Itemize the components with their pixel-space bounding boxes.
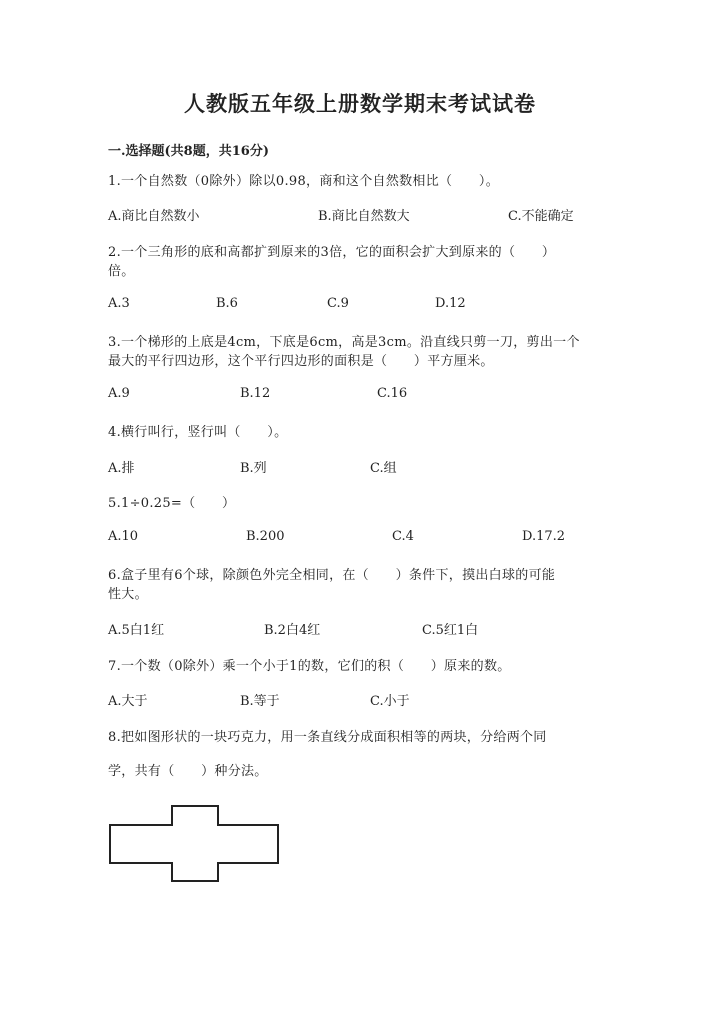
question-6-option-b: B.2白4红 (264, 623, 321, 638)
question-7-text: 7.一个数（0除外）乘一个小于1的数，它们的积（ ）原来的数。 (108, 659, 511, 674)
question-1-option-c: C.不能确定 (508, 209, 574, 224)
question-7-option-a: A.大于 (108, 694, 148, 709)
question-3-option-b: B.12 (240, 386, 271, 401)
question-3-text-line-2: 最大的平行四边形，这个平行四边形的面积是（ ）平方厘米。 (108, 354, 494, 369)
question-5-option-a: A.10 (108, 529, 139, 544)
question-2-text-line-1: 2.一个三角形的底和高都扩到原来的3倍，它的面积会扩大到原来的（ ） (108, 245, 556, 260)
question-1-option-b: B.商比自然数大 (318, 209, 410, 224)
question-7-option-c: C.小于 (370, 694, 410, 709)
question-8-text-line-1: 8.把如图形状的一块巧克力，用一条直线分成面积相等的两块，分给两个同 (108, 730, 547, 745)
question-8-text-line-2: 学，共有（ ）种分法。 (108, 764, 268, 779)
question-4-option-a: A.排 (108, 461, 135, 476)
question-2-option-b: B.6 (216, 296, 238, 311)
question-5-option-c: C.4 (392, 529, 414, 544)
question-1-option-a: A.商比自然数小 (108, 209, 200, 224)
question-6-option-c: C.5红1白 (422, 623, 479, 638)
question-4-text: 4.横行叫行，竖行叫（ ）。 (108, 425, 288, 440)
section-heading: 一.选择题(共8题，共16分) (108, 144, 269, 159)
question-2-option-c: C.9 (327, 296, 349, 311)
question-5-option-d: D.17.2 (522, 529, 566, 544)
question-3-text-line-1: 3.一个梯形的上底是4cm，下底是6cm，高是3cm。沿直线只剪一刀，剪出一个 (108, 335, 580, 350)
chocolate-shape-figure (106, 803, 282, 885)
question-3-option-a: A.9 (108, 386, 130, 401)
question-5-option-b: B.200 (246, 529, 285, 544)
question-7-option-b: B.等于 (240, 694, 280, 709)
question-6-text-line-1: 6.盒子里有6个球，除颜色外完全相同，在（ ）条件下，摸出白球的可能 (108, 568, 556, 583)
question-3-option-c: C.16 (377, 386, 408, 401)
question-4-option-b: B.列 (240, 461, 267, 476)
question-2-option-d: D.12 (435, 296, 466, 311)
question-1-text: 1.一个自然数（0除外）除以0.98，商和这个自然数相比（ ）。 (108, 174, 500, 189)
exam-title: 人教版五年级上册数学期末考试试卷 (184, 91, 536, 116)
question-4-option-c: C.组 (370, 461, 397, 476)
question-6-text-line-2: 性大。 (108, 587, 148, 602)
question-5-text: 5.1÷0.25=（ ） (108, 496, 236, 511)
question-2-option-a: A.3 (108, 296, 130, 311)
question-2-text-line-2: 倍。 (108, 264, 135, 279)
question-6-option-a: A.5白1红 (108, 623, 165, 638)
